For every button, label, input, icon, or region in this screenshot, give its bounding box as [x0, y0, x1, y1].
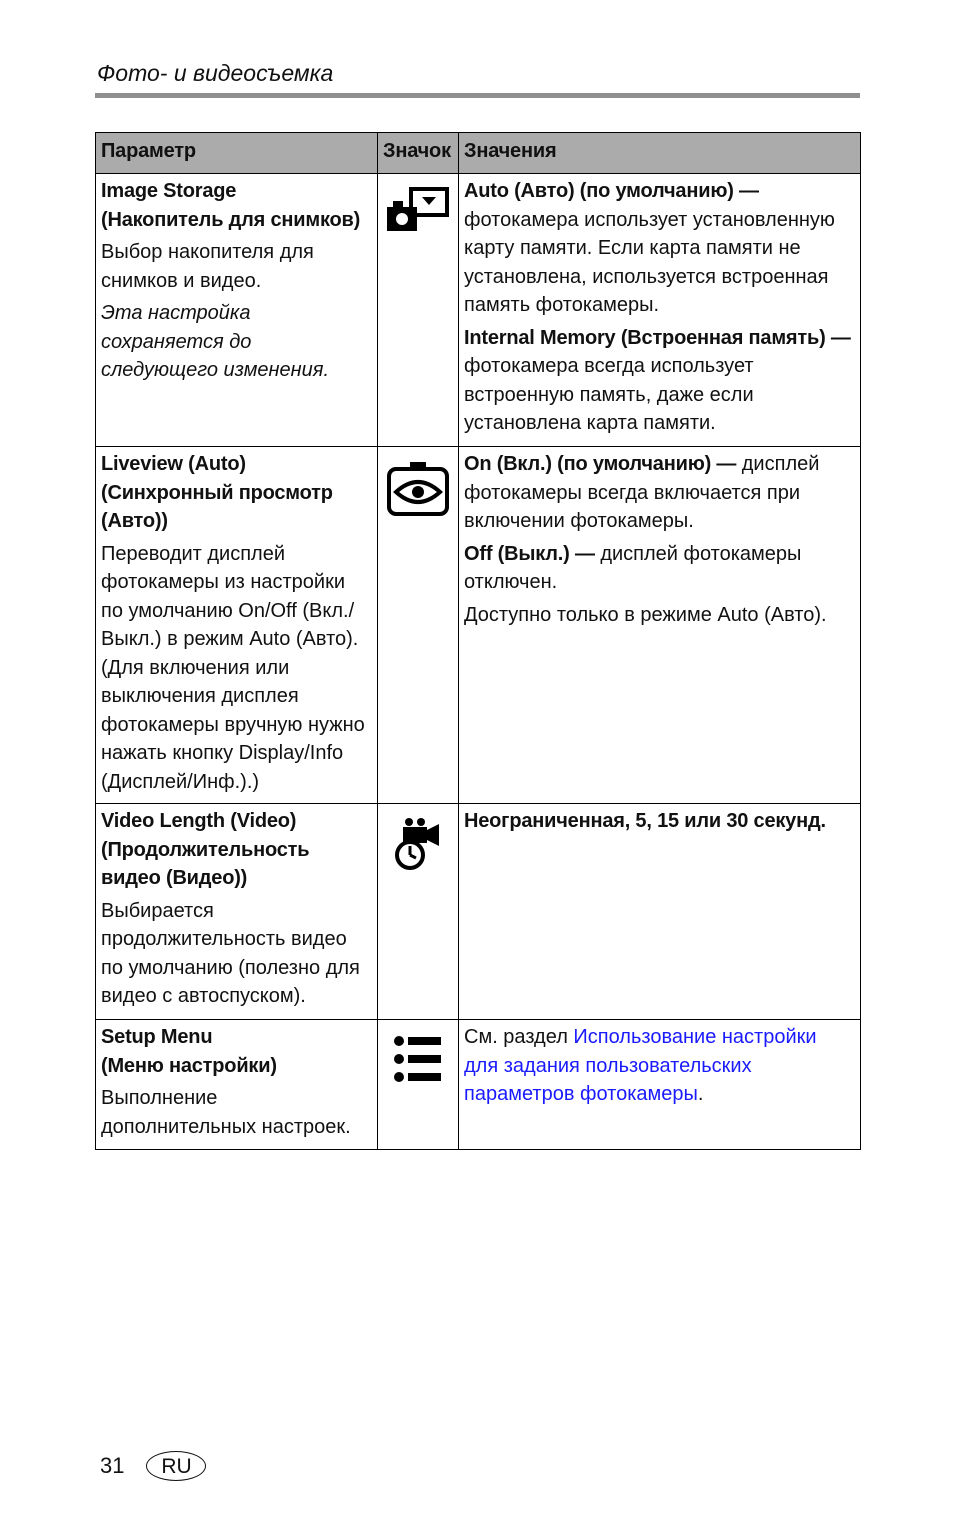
parameter-cell — [96, 1020, 378, 1150]
values-cell — [459, 447, 861, 804]
parameter-name-ru: (Синхронный просмотр (Авто)) — [101, 481, 333, 532]
values-cell — [459, 1020, 861, 1150]
table-header-row — [96, 133, 861, 174]
parameter-cell — [96, 174, 378, 447]
parameter-cell — [96, 447, 378, 804]
column-header-parameter: Параметр — [96, 133, 378, 174]
parameter-description: Переводит дисплей фотокамеры из настройки по умолчанию On/Off (Вкл./Выкл.) в режим Auto (Авто). (Для включения или выключения дисплея фотокамеры вручную нужно нажать кнопку Display/Info (Дисплей/Инф.).) — [101, 542, 365, 793]
parameter-name-ru: (Накопитель для снимков) — [101, 208, 361, 231]
values-cell — [459, 174, 861, 447]
value-option — [464, 177, 855, 320]
table-row — [96, 447, 861, 804]
parameter-name: Liveview (Auto) — [101, 453, 246, 475]
option-label: On (Вкл.) (по умолчанию) — — [464, 453, 737, 475]
page-footer — [100, 1451, 206, 1481]
setup-menu-list-icon — [393, 1033, 443, 1085]
option-label: Internal Memory (Встроенная память) — — [464, 326, 851, 349]
value-option — [464, 807, 855, 836]
parameter-description: Выполнение дополнительных настроек. — [101, 1087, 351, 1138]
section-divider — [95, 93, 860, 98]
column-header-icon: Значок — [378, 133, 459, 174]
option-text: дисплей фотокамеры отключен. — [464, 542, 802, 593]
section-title: Фото- и видеосъемка — [97, 60, 334, 86]
parameter-name: Video Length (Video) — [101, 810, 297, 832]
parameter-cell — [96, 804, 378, 1020]
value-option — [464, 324, 855, 438]
icon-cell — [378, 1020, 459, 1150]
table-row — [96, 804, 861, 1020]
image-storage-icon — [385, 187, 451, 237]
parameter-name: Setup Menu — [101, 1026, 213, 1048]
parameter-name-ru: (Продолжительность видео (Видео)) — [101, 838, 310, 889]
option-text: Доступно только в режиме Auto (Авто). — [464, 603, 827, 626]
parameter-name-ru: (Меню настройки) — [101, 1054, 277, 1077]
table-row — [96, 174, 861, 447]
language-badge: RU — [146, 1451, 206, 1481]
option-text: фотокамера всегда использует встроенную память, даже если установлена карта памяти. — [464, 355, 754, 434]
settings-table — [95, 132, 861, 1150]
table-row — [96, 1020, 861, 1150]
option-text: дисплей фотокамеры всегда включается при включении фотокамеры. — [464, 453, 820, 532]
option-text: фотокамера использует установленную карту памяти. Если карта памяти не установлена, используется встроенная память фотокамеры. — [464, 208, 835, 316]
parameter-note: Эта настройка сохраняется до следующего изменения. — [101, 302, 330, 381]
option-label: Неограниченная, 5, 15 или 30 секунд. — [464, 810, 826, 832]
parameter-description: Выбирается продолжительность видео по умолчанию (полезно для видео с автоспуском). — [101, 899, 360, 1007]
setup-reference-link[interactable]: Использование настройки для задания пользовательских параметров фотокамеры — [464, 1026, 817, 1105]
video-length-timer-icon — [393, 817, 443, 873]
value-option — [464, 540, 855, 597]
icon-cell — [378, 174, 459, 447]
icon-cell — [378, 447, 459, 804]
icon-cell — [378, 804, 459, 1020]
see-also-suffix: . — [697, 1083, 704, 1105]
page-number: 31 — [100, 1453, 125, 1478]
parameter-name: Image Storage — [101, 180, 237, 202]
value-option — [464, 1023, 855, 1109]
values-cell — [459, 804, 861, 1020]
option-label: Off (Выкл.) — — [464, 542, 595, 565]
value-option — [464, 450, 855, 536]
option-label: Auto (Авто) (по умолчанию) — — [464, 180, 759, 202]
liveview-eye-icon — [386, 460, 450, 518]
parameter-description: Выбор накопителя для снимков и видео. — [101, 241, 314, 292]
see-also-prefix: См. раздел — [464, 1026, 568, 1048]
column-header-values: Значения — [459, 133, 861, 174]
value-note — [464, 601, 855, 630]
